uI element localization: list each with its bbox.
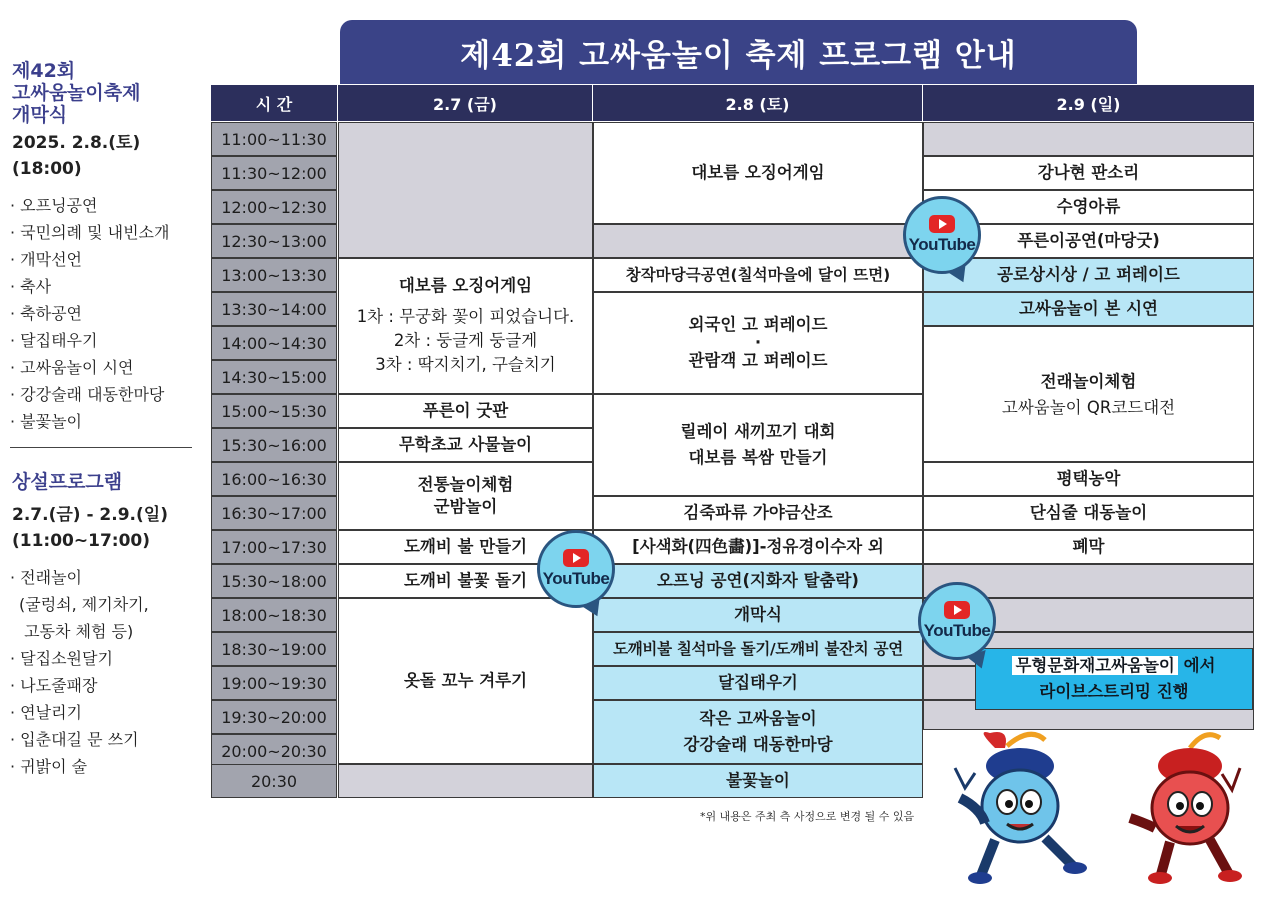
sidebar [0, 60, 205, 780]
ceremony-list [0, 192, 205, 435]
time-cell: 16:00~16:30 [211, 462, 337, 496]
footnote: *위 내용은 주최 측 사정으로 변경 될 수 있음 [700, 810, 915, 823]
day2-squid: 대보름 오징어게임 [593, 122, 923, 224]
day3-empty [923, 122, 1254, 156]
time-cell: 17:00~17:30 [211, 530, 337, 564]
time-cell: 18:00~18:30 [211, 598, 337, 632]
livestream-note: 무형문화재고싸움놀이 에서 라이브스트리밍 진행 [975, 648, 1253, 710]
header-day3: 2.9 (일) [923, 85, 1254, 121]
time-cell: 15:30~18:00 [211, 564, 337, 598]
day3-pansori: 강나현 판소리 [923, 156, 1254, 190]
day2-opening: 오프닝 공연(지화자 탈춤락) [593, 564, 923, 598]
time-cell: 12:30~13:00 [211, 224, 337, 258]
ceremony-time: (18:00) [12, 159, 82, 179]
time-cell: 13:00~13:30 [211, 258, 337, 292]
day2-gayageum: 김죽파류 가야금산조 [593, 496, 923, 530]
time-cell: 19:00~19:30 [211, 666, 337, 700]
time-cell: 20:30 [211, 764, 337, 798]
list-item: · 축사 [10, 277, 52, 296]
day2-ceremony: 개막식 [593, 598, 923, 632]
youtube-icon [563, 549, 589, 567]
list-item: · 전래놀이 [10, 568, 82, 587]
day1-dokkaebi-fireworks: 도깨비 불꽃 돌기 [338, 564, 593, 598]
list-item: · 귀밝이 술 [10, 757, 88, 776]
day3-parade: 공로상시상 / 고 퍼레이드 [923, 258, 1254, 292]
day2-parade: 외국인 고 퍼레이드 · 관람객 고 퍼레이드 [593, 292, 923, 394]
header-day1: 2.7 (금) [338, 85, 593, 121]
youtube-icon [929, 215, 955, 233]
time-cell: 11:00~11:30 [211, 122, 337, 156]
time-cell: 11:30~12:00 [211, 156, 337, 190]
list-item: · 나도줄패장 [10, 676, 98, 695]
list-item: · 국민의례 및 내빈소개 [10, 223, 170, 242]
ceremony-title: 제42회 고싸움놀이축제 개막식 [12, 60, 141, 126]
list-item: · 불꽃놀이 [10, 412, 82, 431]
day3-danshim: 단심줄 대동놀이 [923, 496, 1254, 530]
day1-squid-game: 대보름 오징어게임 1차 : 무궁화 꽃이 피었습니다. 2차 : 둥글게 둥글게 3차 : 딱지치기, 구슬치기 [338, 258, 593, 394]
permanent-list [0, 564, 205, 780]
time-cell: 16:30~17:00 [211, 496, 337, 530]
time-cell: 14:00~14:30 [211, 326, 337, 360]
day3-demo: 고싸움놀이 본 시연 [923, 292, 1254, 326]
day1-traditional: 전통놀이체험 군밤놀이 [338, 462, 593, 530]
time-cell: 14:30~15:00 [211, 360, 337, 394]
list-item: · 달집태우기 [10, 331, 98, 350]
list-item: · 개막선언 [10, 250, 82, 269]
day3-nongak: 평택농악 [923, 462, 1254, 496]
day2-daljip: 달집태우기 [593, 666, 923, 700]
day2-relay: 릴레이 새끼꼬기 대회 대보름 복쌈 만들기 [593, 394, 923, 496]
time-cell: 13:30~14:00 [211, 292, 337, 326]
permanent-dates: 2.7.(금) - 2.9.(일) [12, 505, 168, 525]
divider [10, 447, 192, 448]
list-item: (굴렁쇠, 제기차기, [19, 595, 149, 614]
day1-ottol: 옷돌 꼬누 겨루기 [338, 598, 593, 764]
day2-empty [593, 224, 923, 258]
day1-puruni: 푸른이 굿판 [338, 394, 593, 428]
list-item: · 축하공연 [10, 304, 82, 323]
youtube-icon [944, 601, 970, 619]
day2-fireworks: 불꽃놀이 [593, 764, 923, 798]
day3-closing: 폐막 [923, 530, 1254, 564]
list-item: · 오프닝공연 [10, 196, 98, 215]
day3-experience: 전래놀이체험 고싸움놀이 QR코드대전 [923, 326, 1254, 462]
time-cell: 20:00~20:30 [211, 734, 337, 768]
ceremony-date: 2025. 2.8.(토) [12, 133, 141, 153]
list-item: · 연날리기 [10, 703, 82, 722]
list-item: · 달집소원달기 [10, 649, 113, 668]
list-item: · 입춘대길 문 쓰기 [10, 730, 139, 749]
mascot-blue [935, 728, 1095, 888]
day1-empty [338, 122, 593, 258]
channel-name: 무형문화재고싸움놀이 [1012, 656, 1177, 675]
time-cell: 19:30~20:00 [211, 700, 337, 734]
header-day2: 2.8 (토) [593, 85, 923, 121]
youtube-badge[interactable]: YouTube [537, 530, 615, 608]
day2-small-gossaum: 작은 고싸움놀이 강강술래 대동한마당 [593, 700, 923, 764]
day1-empty-end [338, 764, 593, 798]
youtube-badge[interactable]: YouTube [903, 196, 981, 274]
list-item: · 강강술래 대동한마당 [10, 385, 165, 404]
permanent-time: (11:00~17:00) [12, 531, 151, 551]
day3-puruni: 푸른이공연(마당굿) [923, 224, 1254, 258]
day2-saekhwa: [사색화(四色畵)]-정유경이수자 외 [593, 530, 923, 564]
list-item: · 고싸움놀이 시연 [10, 358, 134, 377]
time-cell: 18:30~19:00 [211, 632, 337, 666]
day3-suyeong: 수영아류 [923, 190, 1254, 224]
permanent-title: 상설프로그램 [12, 471, 123, 493]
header-time: 시 간 [211, 85, 338, 121]
day2-dokkaebi: 도깨비불 칠석마을 돌기/도깨비 불잔치 공연 [593, 632, 923, 666]
youtube-badge[interactable]: YouTube [918, 582, 996, 660]
day1-dokkaebi-fire: 도깨비 불 만들기 [338, 530, 593, 564]
page-title: 제42회 고싸움놀이 축제 프로그램 안내 [340, 20, 1137, 84]
mascot-red [1110, 728, 1270, 888]
time-cell: 12:00~12:30 [211, 190, 337, 224]
time-cell: 15:30~16:00 [211, 428, 337, 462]
list-item: 고동차 체험 등) [24, 622, 134, 641]
day2-madang: 창작마당극공연(칠석마을에 달이 뜨면) [593, 258, 923, 292]
time-cell: 15:00~15:30 [211, 394, 337, 428]
day1-muhak: 무학초교 사물놀이 [338, 428, 593, 462]
